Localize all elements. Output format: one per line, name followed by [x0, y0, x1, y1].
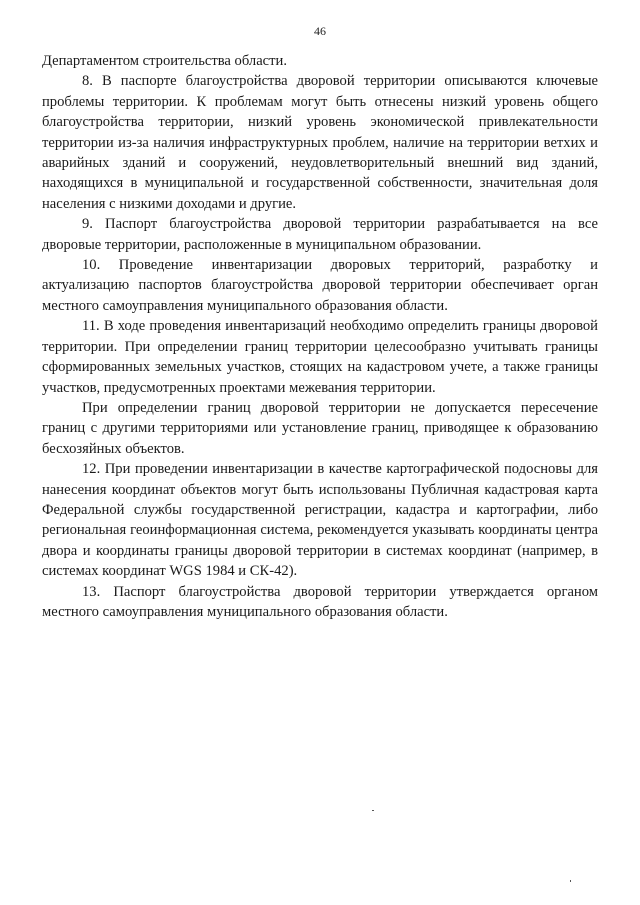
paragraph-9: 9. Паспорт благоустройства дворовой территории разрабатывается на все дворовые территории, расположенные в муниципальном образовании.: [42, 216, 598, 253]
paragraph-8: 8. В паспорте благоустройства дворовой территории описываются ключевые проблемы территории. К проблемам могут быть отнесены низкий уровень общего благоустройства территории, низкий уровень экономической привлекательности территории из-за наличия инфраструктурных проблем, наличие на территории ветхих и аварийных зданий и сооружений, неудовлетворительный внешний вид зданий, находящихся в муниципальной и государственной собственности, значительная доля населения с низкими доходами и другие.: [42, 73, 598, 212]
paragraph-13: 13. Паспорт благоустройства дворовой территории утверждается органом местного самоуправления муниципального образования области.: [42, 583, 598, 620]
paragraph-12: 12. При проведении инвентаризации в качестве картографической подосновы для нанесения координат объектов могут быть использованы Публичная кадастровая карта Федеральной службы государственной регистрации, кадастра и картографии, либо региональная геоинформационная система, рекомендуется указывать координаты центра двора и координаты границы дворовой территории в системах координат (например, в системах координат WGS 1984 и СК-42).: [42, 461, 598, 580]
page-number: 46: [314, 24, 326, 38]
scan-speck: [372, 810, 374, 811]
scan-speck: [570, 880, 571, 882]
document-body: [42, 51, 598, 622]
paragraph-11: 11. В ходе проведения инвентаризаций необходимо определить границы дворовой территории. При определении границ территории целесообразно учитывать границы сформированных земельных участков, стоящих на кадастровом учете, а также границы участков, предусмотренных проектами межевания территории.: [42, 318, 598, 396]
paragraph-10: 10. Проведение инвентаризации дворовых территорий, разработку и актуализацию паспортов благоустройства дворовой территории обеспечивает орган местного самоуправления муниципального образования области.: [42, 257, 598, 314]
paragraph-11-continued: При определении границ дворовой территории не допускается пересечение границ с другими территориями или установление границ, приводящее к образованию бесхозяйных объектов.: [42, 399, 598, 457]
paragraph-continuation: Департаментом строительства области.: [42, 53, 287, 69]
